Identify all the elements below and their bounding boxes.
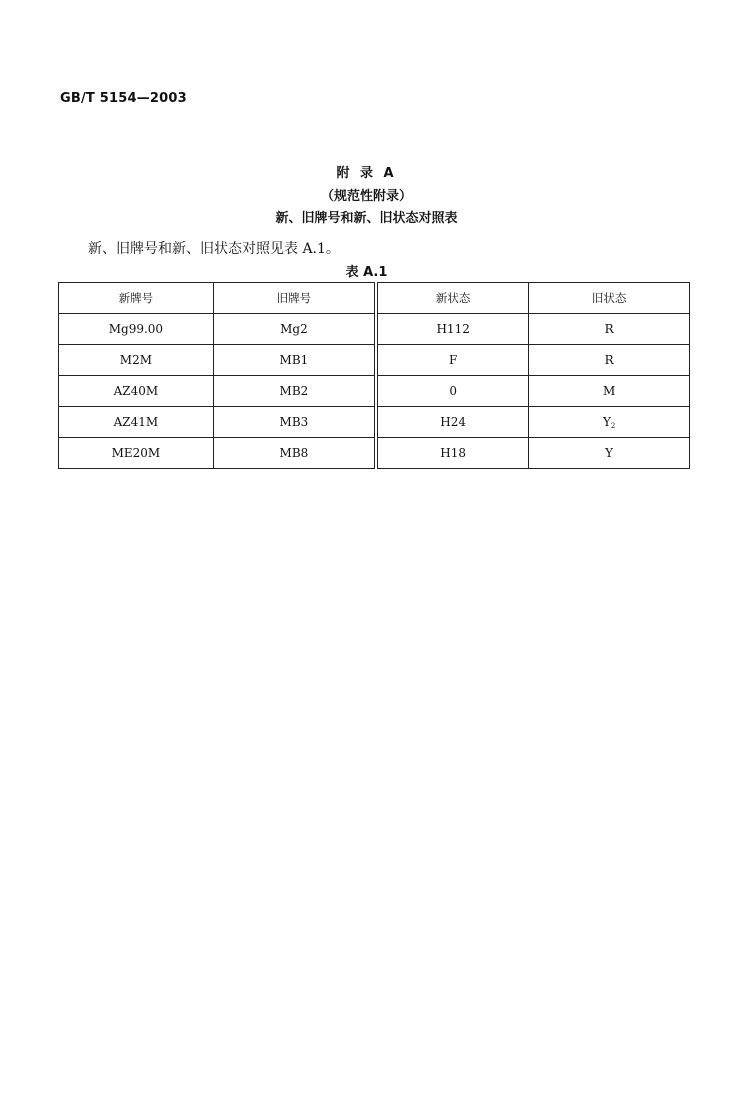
header-new-grade: 新牌号	[59, 283, 214, 314]
cell-old-grade: MB2	[213, 376, 376, 407]
intro-paragraph: 新、旧牌号和新、旧状态对照见表 A.1。	[88, 241, 340, 257]
cell-old-state: Y	[529, 438, 690, 469]
annex-name: 新、旧牌号和新、旧状态对照表	[275, 211, 458, 226]
cell-new-grade: AZ41M	[59, 407, 214, 438]
table-row	[59, 345, 690, 376]
cell-old-grade: MB8	[213, 438, 376, 469]
header-new-state: 新状态	[376, 283, 529, 314]
cell-old-grade: Mg2	[213, 314, 376, 345]
cell-old-state-subscript: 2	[610, 421, 616, 430]
table-row	[59, 376, 690, 407]
cell-old-state	[529, 407, 690, 438]
table-row	[59, 438, 690, 469]
header-old-state: 旧状态	[529, 283, 690, 314]
cell-old-grade: MB1	[213, 345, 376, 376]
cell-new-state: H112	[376, 314, 529, 345]
table-row	[59, 314, 690, 345]
table-caption: 表 A.1	[345, 265, 388, 280]
cell-old-grade: MB3	[213, 407, 376, 438]
cell-old-state-base: Y	[602, 414, 611, 429]
cell-new-grade: Mg99.00	[59, 314, 214, 345]
table-row	[59, 407, 690, 438]
cell-old-state: M	[529, 376, 690, 407]
cell-new-state: 0	[376, 376, 529, 407]
annex-type: （规范性附录）	[320, 189, 412, 204]
grade-state-table	[58, 282, 690, 469]
cell-new-grade: M2M	[59, 345, 214, 376]
table-header-row	[59, 283, 690, 314]
cell-old-state: R	[529, 314, 690, 345]
standard-code: GB/T 5154—2003	[60, 91, 187, 106]
annex-title: 附 录 A	[336, 166, 397, 181]
cell-new-grade: ME20M	[59, 438, 214, 469]
cell-new-state: H24	[376, 407, 529, 438]
header-old-grade: 旧牌号	[213, 283, 376, 314]
cell-new-state: H18	[376, 438, 529, 469]
cell-new-grade: AZ40M	[59, 376, 214, 407]
cell-new-state: F	[376, 345, 529, 376]
cell-old-state: R	[529, 345, 690, 376]
